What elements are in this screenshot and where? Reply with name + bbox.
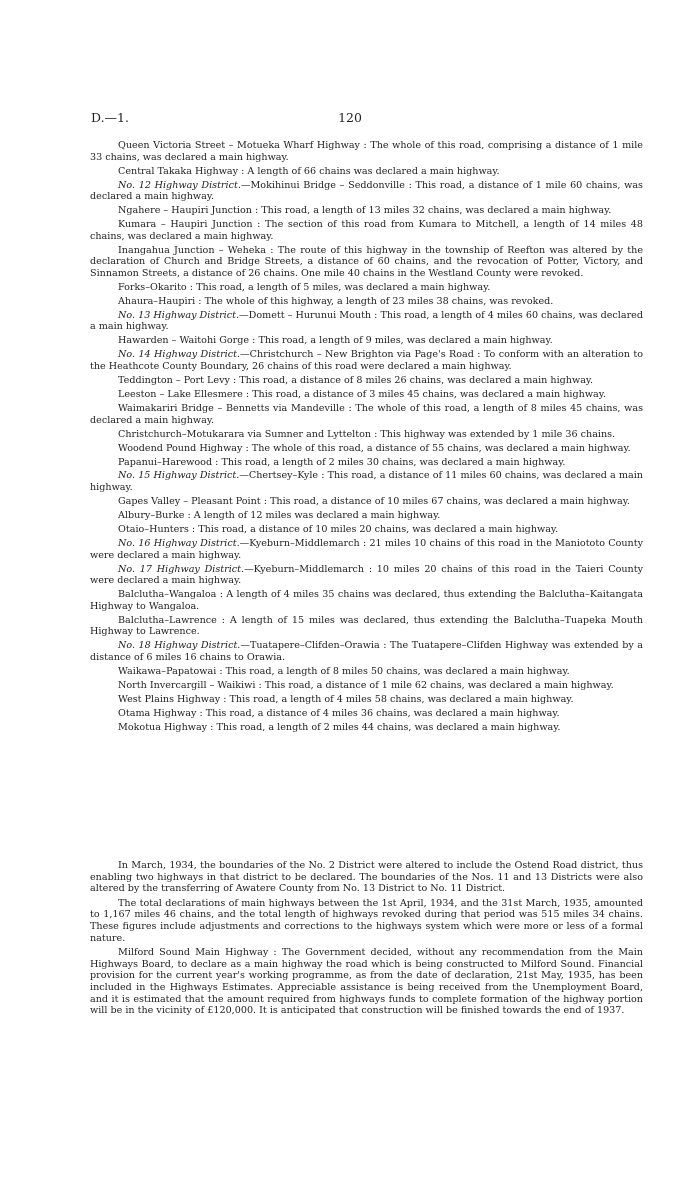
entry-text: The whole of this road, comprising a distance of 1 mile 33 chains, was declared a main highway.: [90, 140, 643, 163]
entry-text: The route of this highway in the township of Reefton was altered by the declaration of Church and Bridge Streets, a distance of 60 chains, and the revocation of Potter, Victory, and Sinnamon Streets, a distance of 26 chains. One mile 40 chains in the Westland County were revoked.: [90, 244, 643, 279]
highway-name: Otaio–Hunters :: [118, 524, 196, 536]
entry-text: The whole of this highway, a length of 23 miles 38 chains, was revoked.: [204, 295, 554, 307]
entry-text: A length of 66 chains was declared a main highway.: [247, 165, 500, 177]
entry-text: This road, a distance of 4 miles 36 chains, was declared a main highway.: [205, 707, 560, 719]
entry-text: —Chertsey–Kyle : This road, a distance of 11 miles 60 chains, was declared a main highway.: [90, 470, 643, 494]
highway-entry: [90, 296, 643, 308]
entry-text: —Tuatapere–Clifden–Orawia : The Tuatapere–Clifden Highway was extended by a distance of 6 miles 16 chains to Orawia.: [90, 640, 643, 663]
highway-entry: [90, 443, 643, 455]
district-heading: No. 17 Highway District.: [118, 563, 245, 575]
summary-paragraph: Milford Sound Main Highway : The Government decided, without any recommendation from the Main Highways Board, to declare as a main highway the road which is being constructed to Milford Sound. Financial provision for the current year's working programme, as from the date of declaration, 21st May, 1935, has been included in the Highways Estimates. Appreciable assistance is being received from the Unemployment Board, and it is estimated that the amount required from highways funds to complete formation of the highway portion will be in the vicinity of £120,000. It is anticipated that construction will be finished towards the end of 1937.: [90, 947, 643, 1017]
highway-name: Hawarden – Waitohi Gorge :: [118, 335, 256, 347]
highway-entry: [90, 680, 643, 692]
highway-name: Ngahere – Haupiri Junction :: [118, 205, 259, 217]
highway-name: Inangahua Junction – Weheka :: [118, 244, 274, 256]
entry-text: This road, a length of 13 miles 32 chains, was declared a main highway.: [261, 205, 612, 217]
entry-text: A length of 15 miles was declared, thus extending the Balclutha–Tuapeka Mouth Highway to Lawrence.: [90, 614, 643, 638]
entry-text: —Kyeburn–Middlemarch : 10 miles 20 chains of this road in the Taieri County were declared a main highway.: [90, 563, 643, 587]
highway-entry: [90, 470, 643, 493]
district-heading: No. 12 Highway District.: [118, 179, 241, 191]
highway-entry: [90, 180, 643, 203]
highway-name: Mokotua Highway :: [118, 721, 214, 733]
highway-name: Ahaura–Haupiri :: [118, 295, 202, 307]
entry-text: This road, a length of 4 miles 58 chains, was declared a main highway.: [229, 693, 574, 705]
highway-name: Otama Highway :: [118, 707, 203, 719]
highway-entry: [90, 496, 643, 508]
entry-text: —Kyeburn–Middlemarch : 21 miles 10 chains of this road in the Maniototo County were declared a main highway.: [90, 538, 643, 561]
highway-entry: [90, 538, 643, 561]
highway-entry: [90, 140, 643, 163]
entry-text: This road, a length of 9 miles, was declared a main highway.: [258, 335, 553, 347]
highway-name: North Invercargill – Waikiwi :: [118, 679, 262, 691]
highway-name: Leeston – Lake Ellesmere :: [118, 388, 250, 400]
summary-paragraph: In March, 1934, the boundaries of the No. 2 District were altered to include the Ostend Road district, thus enabling two highways in that district to be declared. The boundaries of the Nos. 11 and 13 Districts were also altered by the transferring of Awatere County from No. 13 District to No. 11 District.: [90, 860, 643, 895]
highway-name: Kumara – Haupiri Junction :: [118, 219, 261, 231]
highway-entry: [90, 694, 643, 706]
entry-text: —Mokihinui Bridge – Seddonville : This road, a distance of 1 mile 60 chains, was declared a main highway.: [90, 179, 643, 203]
highway-entry: [90, 245, 643, 280]
district-heading: No. 14 Highway District.: [118, 349, 241, 361]
highway-name: Balclutha–Wangaloa :: [118, 589, 223, 601]
entry-text: This road, a distance of 10 miles 67 chains, was declared a main highway.: [270, 496, 630, 508]
highway-entry: [90, 666, 643, 678]
entry-text: This road, a length of 2 miles 30 chains, was declared a main highway.: [221, 456, 566, 468]
highway-name: Forks–Okarito :: [118, 281, 193, 293]
highway-entry: [90, 166, 643, 178]
entry-text: —Christchurch – New Brighton via Page's Road : To conform with an alteration to the Heathcote County Boundary, 26 chains of this road were declared a main highway.: [90, 349, 643, 372]
highway-name: Balclutha–Lawrence :: [118, 614, 225, 626]
highway-name: Gapes Valley – Pleasant Point :: [118, 496, 267, 508]
highway-name: Albury–Burke :: [118, 510, 191, 522]
highway-entry: [90, 510, 643, 522]
highway-entry: [90, 349, 643, 372]
district-heading: No. 16 Highway District.: [118, 538, 240, 550]
highway-entry: [90, 457, 643, 469]
entry-text: This road, a length of 5 miles, was declared a main highway.: [196, 281, 491, 293]
entry-text: This road, a length of 8 miles 50 chains, was declared a main highway.: [225, 665, 570, 677]
entry-text: A length of 12 miles was declared a main highway.: [193, 510, 441, 522]
entry-text: This road, a distance of 10 miles 20 chains, was declared a main highway.: [198, 524, 559, 536]
highway-entry: [90, 708, 643, 720]
entry-text: This road, a distance of 3 miles 45 chains, was declared a main highway.: [252, 388, 606, 400]
highway-entry: [90, 389, 643, 401]
highway-name: Central Takaka Highway :: [118, 165, 245, 177]
entry-text: This road, a distance of 8 miles 26 chains, was declared a main highway.: [239, 374, 594, 386]
highway-entry: [90, 615, 643, 638]
district-heading: No. 18 Highway District.: [118, 640, 241, 652]
entry-text: —Domett – Hurunui Mouth : This road, a length of 4 miles 60 chains, was declared a main highway.: [90, 309, 643, 333]
highway-entry: [90, 722, 643, 734]
highway-entry: [90, 429, 643, 441]
page-number: 120: [338, 110, 362, 125]
highway-name: Papanui–Harewood :: [118, 456, 219, 468]
entry-text: This road, a distance of 1 mile 62 chains, was declared a main highway.: [264, 679, 614, 691]
highway-name: West Plains Highway :: [118, 693, 227, 705]
entry-text: This road, a length of 2 miles 44 chains, was declared a main highway.: [216, 721, 561, 733]
highway-name: Christchurch–Motukarara via Sumner and Lyttelton :: [118, 428, 378, 440]
highway-entries: [90, 140, 643, 736]
highway-entry: [90, 205, 643, 217]
highway-entry: [90, 335, 643, 347]
summary-paragraph: The total declarations of main highways between the 1st April, 1934, and the 31st March, 1935, amounted to 1,167 miles 46 chains, and the total length of highways revoked during that period was 515 miles 34 chains. These figures include adjustments and corrections to the highways system which were more or less of a formal nature.: [90, 897, 643, 944]
highway-name: Queen Victoria Street – Motueka Wharf Highway :: [118, 140, 367, 151]
entry-text: This highway was extended by 1 mile 36 chains.: [380, 428, 616, 440]
page-header: [0, 112, 700, 128]
highway-entry: [90, 310, 643, 333]
highway-name: Waikawa–Papatowai :: [118, 665, 223, 677]
entry-text: The section of this road from Kumara to Mitchell, a length of 14 miles 48 chains, was declared a main highway.: [90, 219, 643, 242]
document-reference: D.—1.: [91, 110, 129, 125]
entry-text: The whole of this road, a distance of 55 chains, was declared a main highway.: [251, 442, 631, 454]
entry-text: A length of 4 miles 35 chains was declared, thus extending the Balclutha–Kaitangata Highway to Wangaloa.: [90, 589, 643, 612]
entry-text: The whole of this road, a length of 8 miles 45 chains, was declared a main highway.: [90, 402, 643, 426]
highway-entry: [90, 375, 643, 387]
highway-entry: [90, 640, 643, 663]
highway-entry: [90, 282, 643, 294]
district-heading: No. 15 Highway District.: [118, 470, 240, 482]
highway-name: Woodend Pound Highway :: [118, 442, 249, 454]
highway-entry: [90, 589, 643, 612]
district-heading: No. 13 Highway District.: [118, 309, 240, 321]
highway-entry: [90, 219, 643, 242]
highway-name: Waimakariri Bridge – Bennetts via Mandeville :: [118, 402, 352, 414]
highway-entry: [90, 524, 643, 536]
highway-entry: [90, 564, 643, 587]
highway-entry: [90, 403, 643, 426]
summary-paragraphs: [90, 860, 643, 1020]
highway-name: Teddington – Port Levy :: [118, 374, 237, 386]
